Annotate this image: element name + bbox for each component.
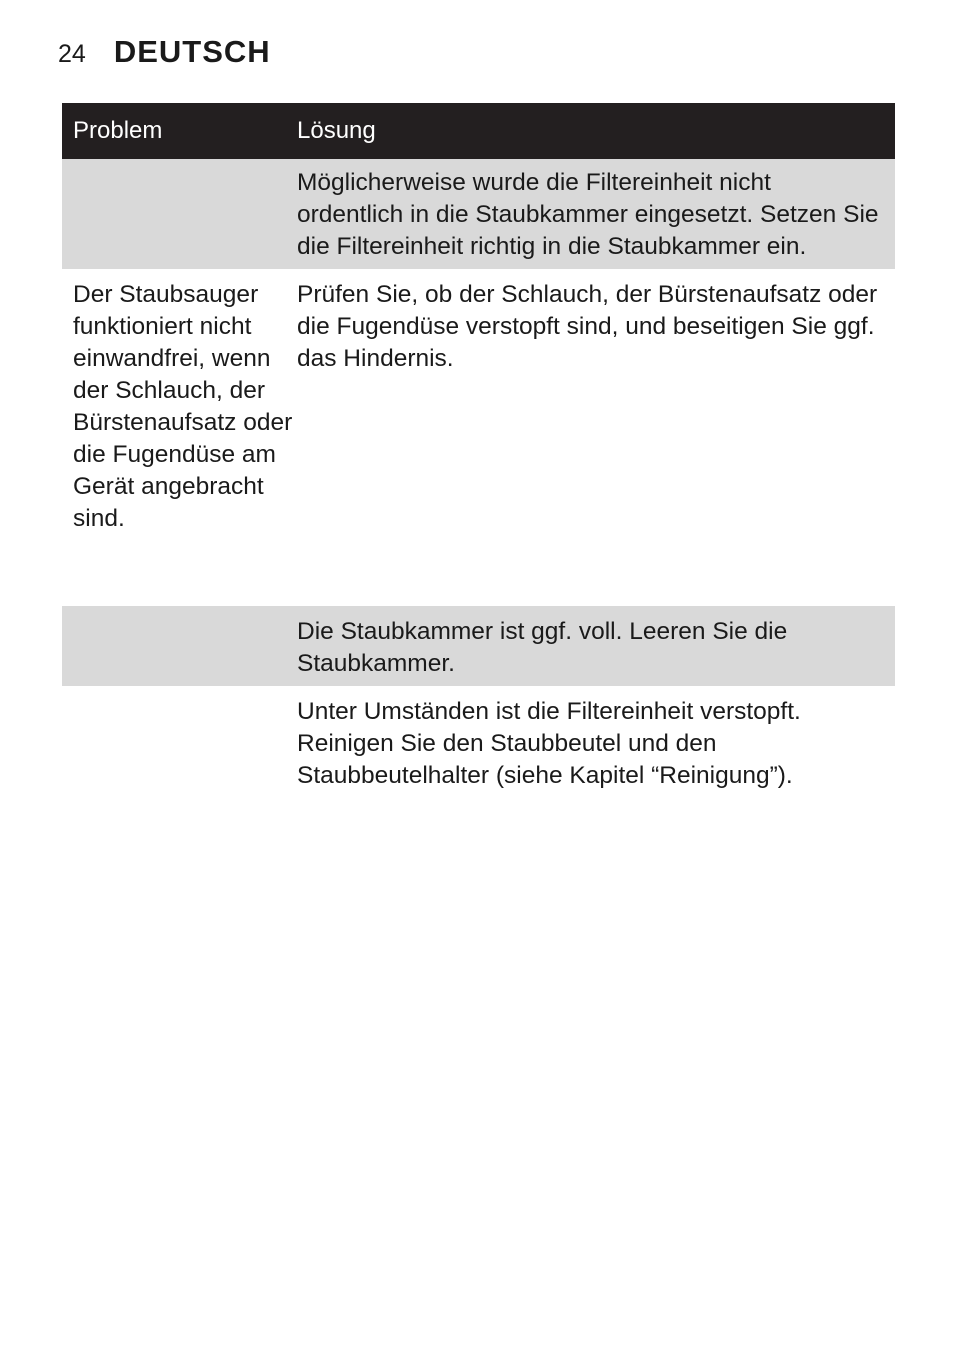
solution-cell: Die Staubkammer ist ggf. voll. Leeren Sie die Staubkammer. [297,618,788,677]
section-title: DEUTSCH [113,34,271,69]
problem-cell [62,167,297,259]
page-header [58,34,271,70]
problem-cell [62,616,297,676]
solution-cell: Prüfen Sie, ob der Schlauch, der Bürstenaufsatz oder die Fugendüse verstopft sind, und beseitigen Sie ggf. das Hindernis. [297,281,878,372]
troubleshooting-table [62,103,895,802]
table-header-row [62,103,895,159]
column-header-solution: Lösung [297,117,376,144]
table-row [62,606,895,686]
problem-cell [62,696,297,792]
problem-cell: Der Staubsauger funktioniert nicht einwandfrei, wenn der Schlauch, der Bürstenaufsatz oder die Fugendüse am Gerät angebracht sind. [73,281,293,532]
table-row [62,159,895,269]
table-row [62,269,895,606]
table-row [62,686,895,802]
column-header-problem: Problem [73,117,163,144]
page-number: 24 [58,40,86,68]
solution-cell: Unter Umständen ist die Filtereinheit verstopft. Reinigen Sie den Staubbeutel und den Staubbeutelhalter (siehe Kapitel “Reinigung”). [297,698,801,789]
solution-cell: Möglicherweise wurde die Filtereinheit nicht ordentlich in die Staubkammer eingesetzt. Setzen Sie die Filtereinheit richtig in die Staubkammer ein. [297,169,879,260]
